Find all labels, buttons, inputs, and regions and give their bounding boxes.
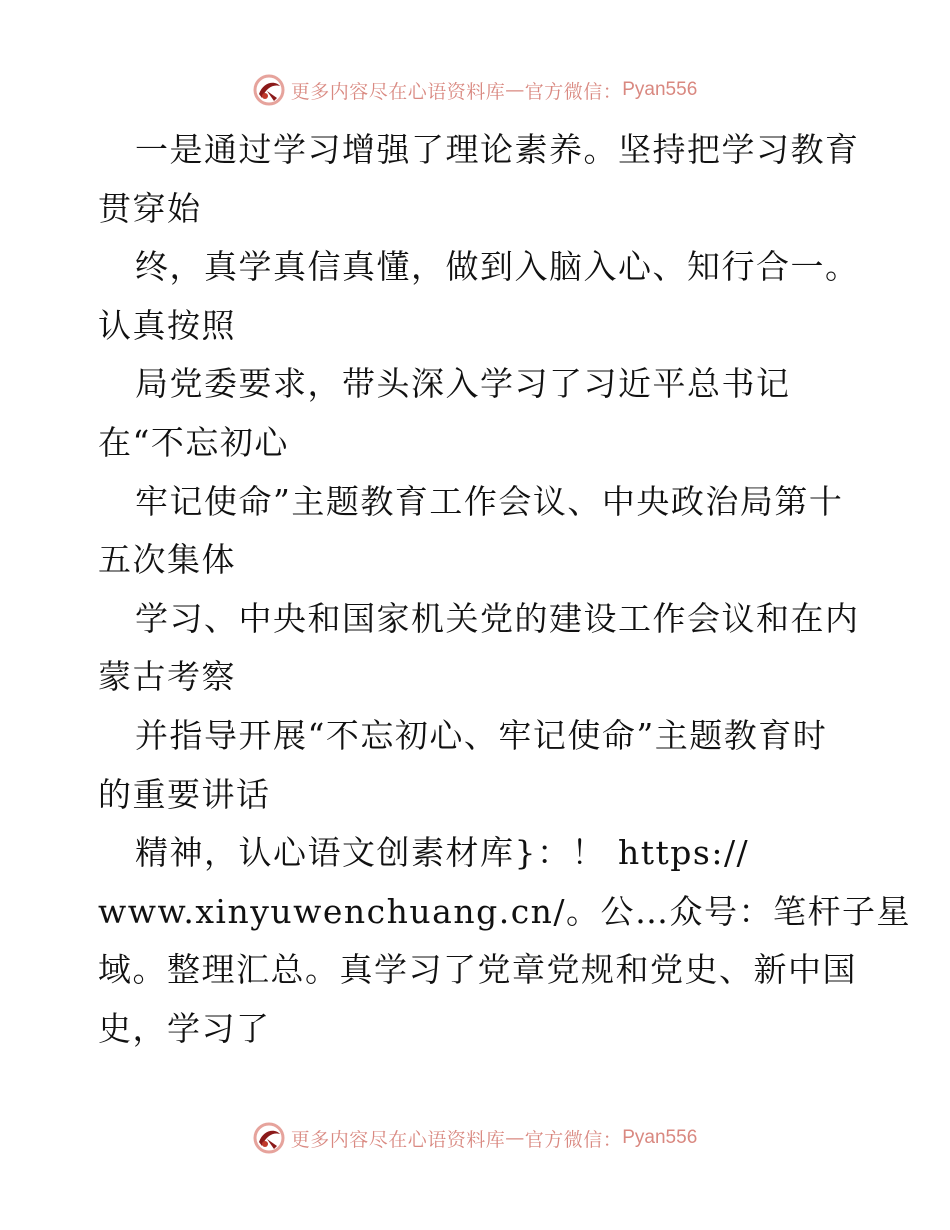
library-name-text: 更多内容尽在心语资料库 xyxy=(290,80,506,103)
body-line: 一是通过学习增强了理论素养。坚持把学习教育 xyxy=(135,130,860,169)
wechat-label: 官方微信： xyxy=(524,80,623,103)
body-line-url: www.xinyuwenchuang.cn/。公…众号：笔杆子星 xyxy=(98,891,912,931)
banner-dash: — xyxy=(505,1127,525,1149)
library-logo-icon xyxy=(253,74,285,106)
body-line: 牢记使命”主题教育工作会议、中央政治局第十 xyxy=(135,481,844,521)
body-line: 域。整理汇总。真学习了党章党规和党史、新中国 xyxy=(98,950,857,990)
body-line: 的重要讲话 xyxy=(98,774,271,814)
footer-watermark xyxy=(0,1118,950,1158)
wechat-id: Pyan556 xyxy=(622,1127,698,1148)
wechat-label: 官方微信： xyxy=(524,1128,623,1151)
body-line: 蒙古考察 xyxy=(98,657,236,697)
body-line: 史，学习了 xyxy=(98,1008,271,1048)
body-line: 五次集体 xyxy=(98,540,236,580)
body-line: 局党委要求，带头深入学习了习近平总书记 xyxy=(135,364,791,404)
library-name-text: 更多内容尽在心语资料库 xyxy=(290,1128,506,1151)
body-line: 并指导开展“不忘初心、牢记使命”主题教育时 xyxy=(135,715,828,755)
body-line: 终，真学真信真懂，做到入脑入心、知行合一。 xyxy=(135,247,860,287)
body-line: 精神，认心语文创素材库}：！ https:// xyxy=(135,833,750,873)
body-line: 认真按照 xyxy=(98,305,236,345)
wechat-id: Pyan556 xyxy=(622,79,698,100)
body-line: 学习、中央和国家机关党的建设工作会议和在内 xyxy=(135,598,860,638)
banner-dash: — xyxy=(505,79,525,101)
header-watermark xyxy=(0,70,950,110)
library-logo-icon xyxy=(253,1122,285,1154)
body-line: 贯穿始 xyxy=(98,188,202,228)
body-line: 在“不忘初心 xyxy=(98,422,289,462)
document-body xyxy=(98,121,912,1059)
